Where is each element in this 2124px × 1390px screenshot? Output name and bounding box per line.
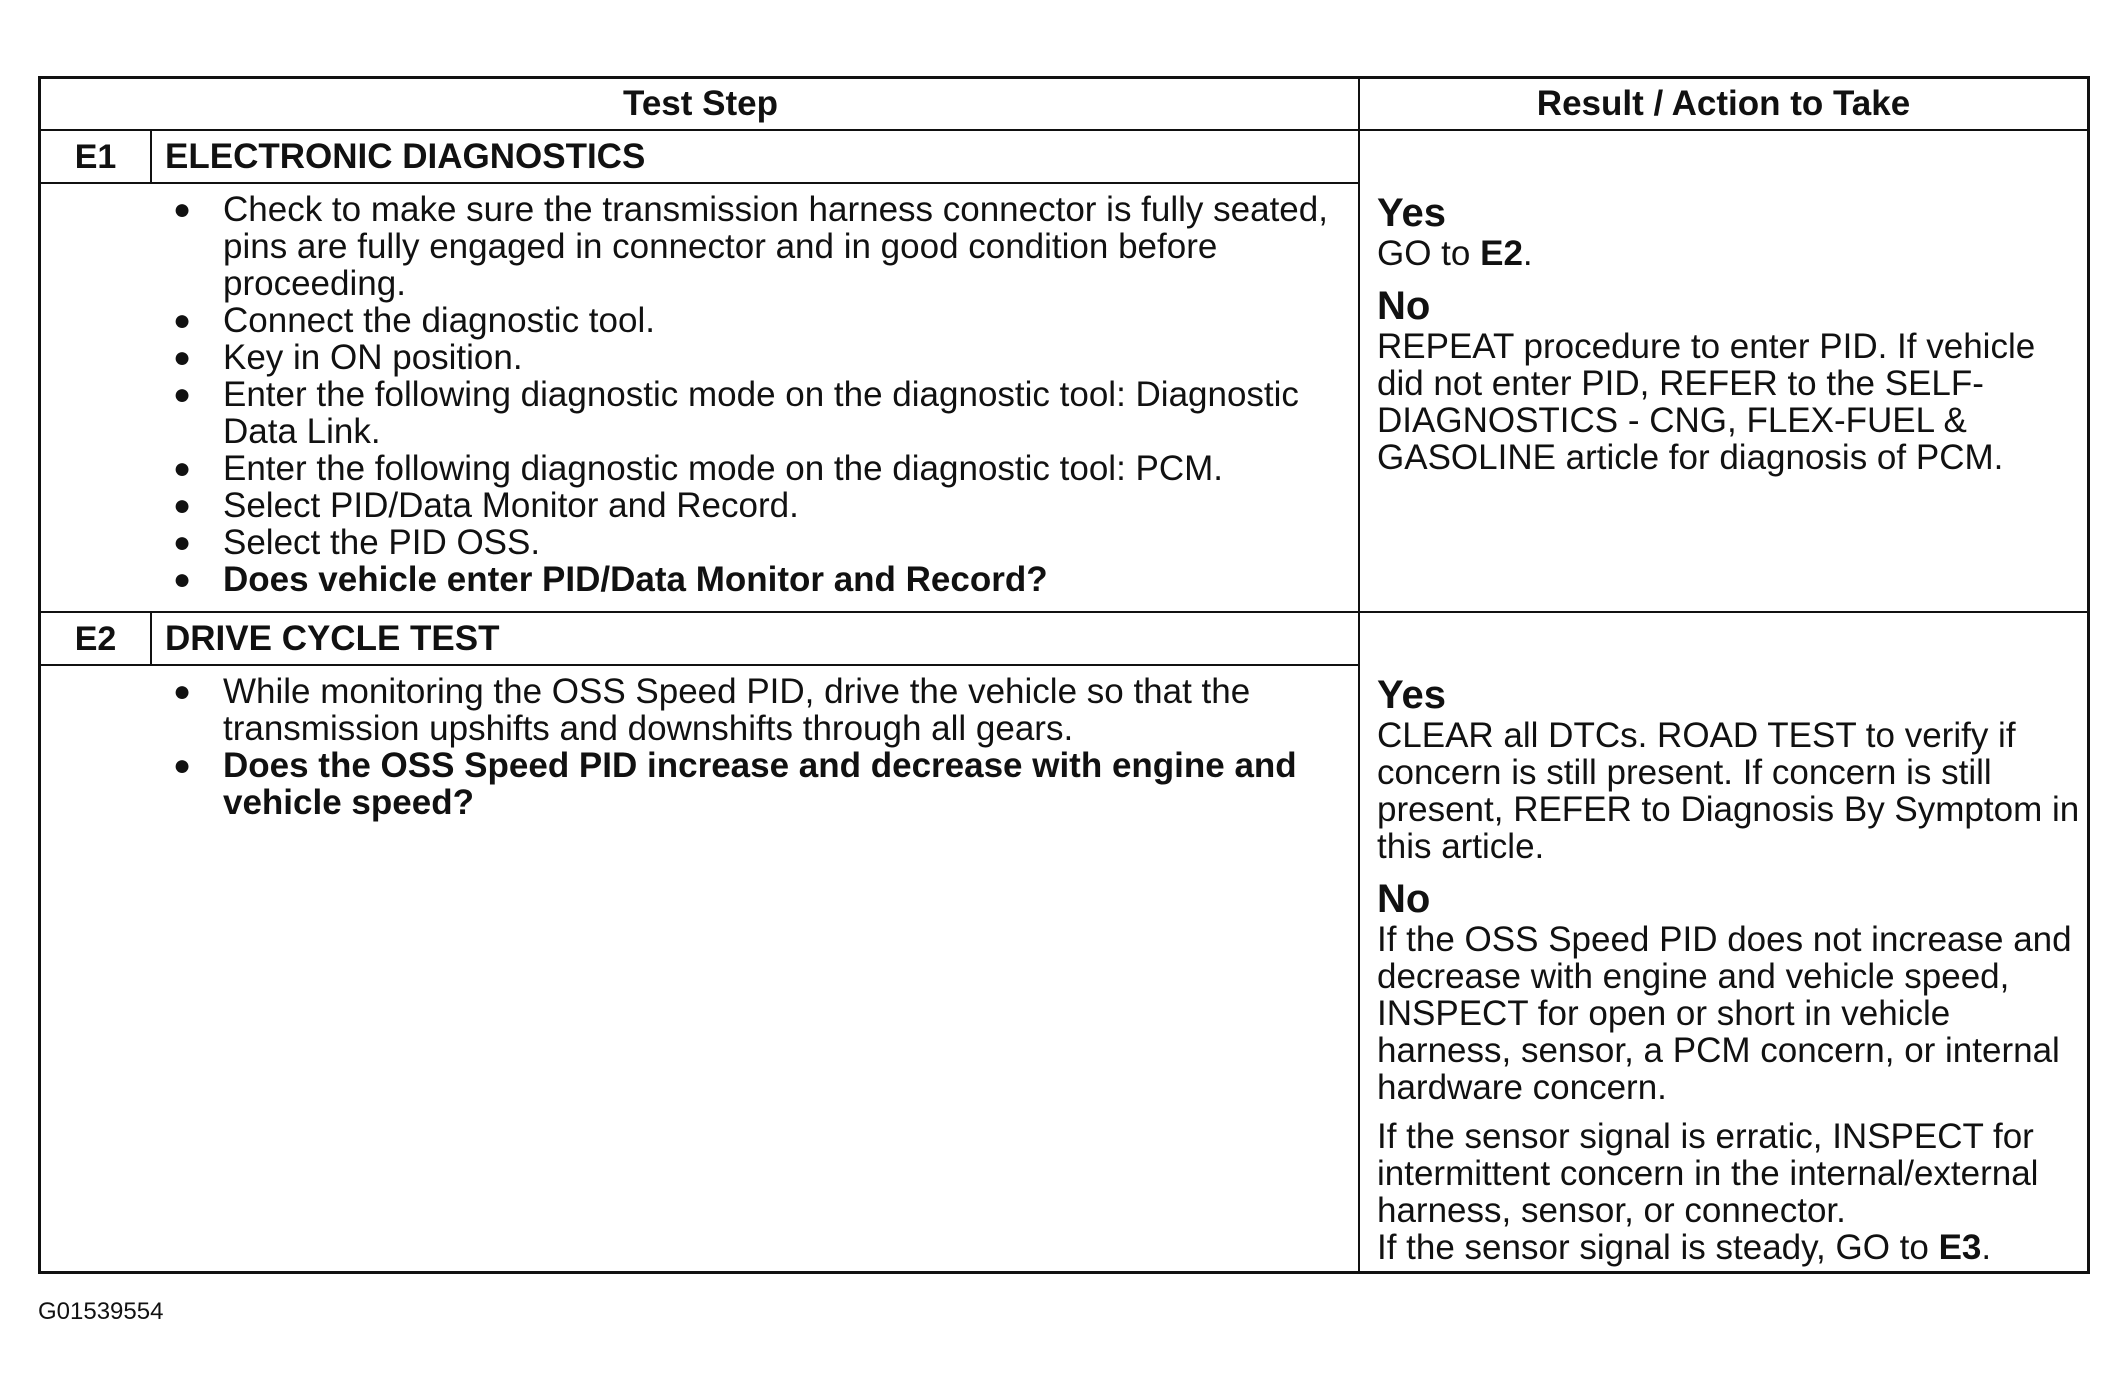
bullet-icon: ●: [173, 489, 192, 522]
bullet-icon: ●: [173, 563, 192, 596]
bullet-icon: ●: [173, 304, 192, 337]
result-e1: [1377, 191, 2087, 476]
yes-text-e2: CLEAR all DTCs. ROAD TEST to verify if concern is still present. If concern is still present, REFER to Diagnosis By Symptom in this article.: [1377, 716, 2080, 866]
yes-text-e1: GO to E2.: [1377, 234, 1533, 273]
bullet-icon: ●: [173, 526, 192, 559]
header-test-step: Test Step: [41, 79, 1360, 131]
step-title-e2: DRIVE CYCLE TEST: [165, 619, 500, 658]
header-result-action: Result / Action to Take: [1360, 79, 2087, 131]
yes-label-e2: Yes: [1377, 673, 1446, 717]
no-text-e2-2: If the sensor signal is erratic, INSPECT for intermittent concern in the internal/external harness, sensor, or connector.: [1377, 1117, 2039, 1230]
step-id-e2: E2: [74, 620, 117, 658]
list-item-question: ● Does the OSS Speed PID increase and decrease with engine and vehicle speed?: [173, 746, 1297, 822]
list-item: ● Enter the following diagnostic mode on the diagnostic tool: PCM.: [173, 449, 1224, 488]
bullet-icon: ●: [173, 341, 192, 374]
list-item: ● Key in ON position.: [173, 338, 523, 377]
step-e1-bullets: [165, 191, 1345, 598]
step-title-e1: ELECTRONIC DIAGNOSTICS: [165, 137, 646, 176]
step-id-divider-e1: [150, 131, 152, 183]
no-label-e2: No: [1377, 877, 1431, 921]
bullet-icon: ●: [173, 675, 192, 708]
no-label-e1: No: [1377, 284, 1431, 328]
diagnostic-table: [38, 76, 2090, 1274]
bullet-icon: ●: [173, 193, 192, 226]
bullet-icon: ●: [173, 378, 192, 411]
step-id-e1: E1: [74, 138, 117, 176]
no-text-e2-3: If the sensor signal is steady, GO to E3.: [1377, 1228, 1992, 1267]
no-text-e1: REPEAT procedure to enter PID. If vehicle did not enter PID, REFER to the SELF-DIAGNOSTICS - CNG, FLEX-FUEL & GASOLINE article for diagnosis of PCM.: [1377, 327, 2036, 477]
step-id-divider-e2: [150, 613, 152, 665]
yes-label-e1: Yes: [1377, 191, 1446, 235]
list-item: ● Select the PID OSS.: [173, 523, 541, 562]
list-item: ● Enter the following diagnostic mode on the diagnostic tool: Diagnostic Data Link.: [173, 375, 1299, 451]
list-item: ● While monitoring the OSS Speed PID, drive the vehicle so that the transmission upshifts and downshifts through all gears.: [173, 672, 1251, 748]
list-item: ● Connect the diagnostic tool.: [173, 301, 655, 340]
step-e2-bullets: [165, 673, 1345, 821]
bullet-icon: ●: [173, 452, 192, 485]
no-text-e2-1: If the OSS Speed PID does not increase and decrease with engine and vehicle speed, INSPECT for open or short in vehicle harness, sensor, a PCM concern, or internal hardware concern.: [1377, 920, 2072, 1107]
list-item-question: ● Does vehicle enter PID/Data Monitor and Record?: [173, 560, 1048, 599]
list-item: ● Check to make sure the transmission harness connector is fully seated, pins are fully engaged in connector and in good condition before proceeding.: [173, 190, 1328, 303]
list-item: ● Select PID/Data Monitor and Record.: [173, 486, 799, 525]
column-divider: [1358, 79, 1360, 1271]
figure-code: G01539554: [38, 1298, 164, 1325]
result-e2: [1377, 673, 2087, 1266]
bullet-icon: ●: [173, 749, 192, 782]
